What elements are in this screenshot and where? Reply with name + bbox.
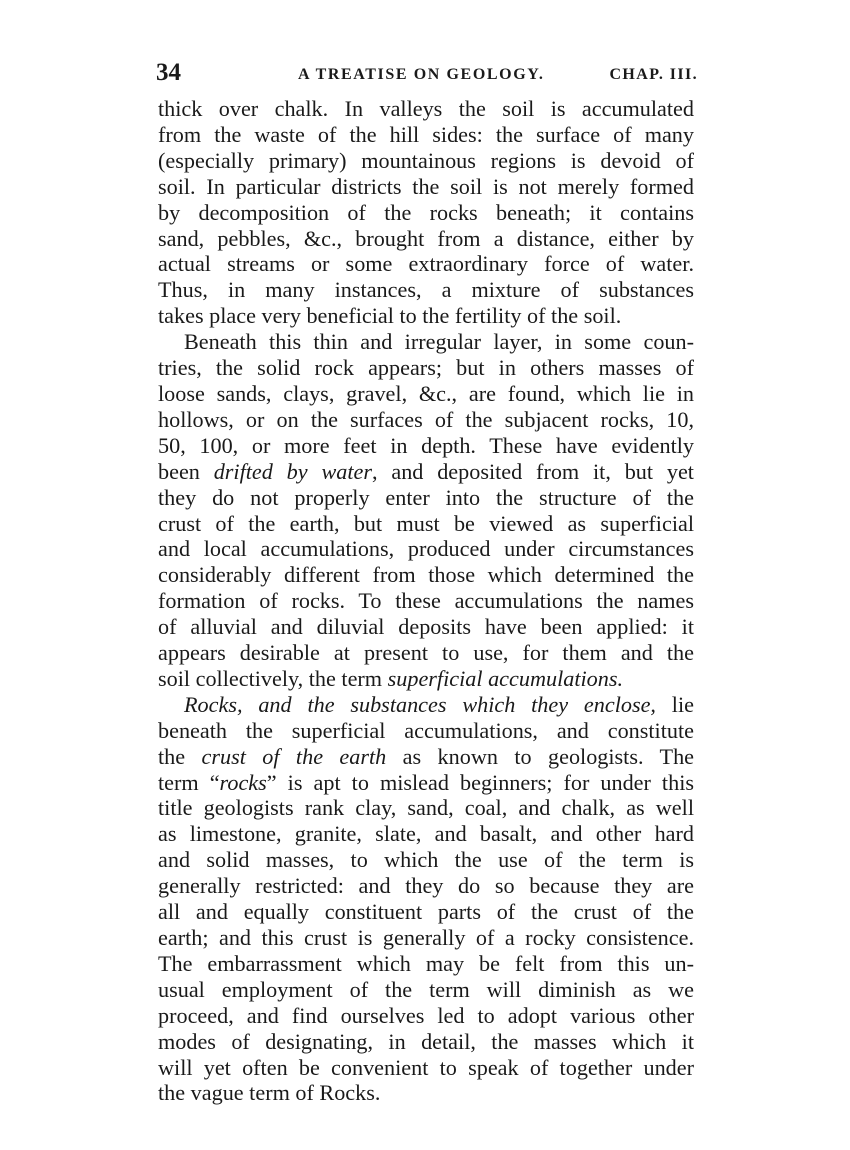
text-line: earth; and this crust is generally of a rocky consistence.	[158, 925, 694, 950]
italic-phrase: drifted by water	[213, 458, 372, 484]
italic-phrase: crust of the earth	[201, 743, 387, 769]
text-line: sand, pebbles, &c., brought from a distance, either by	[158, 225, 694, 251]
text-segment: term “	[158, 769, 220, 795]
text-segment: ” is apt to mislead beginners; for under this	[266, 769, 694, 795]
text-line: and local accumulations, produced under circumstances	[158, 536, 694, 562]
text-line: proceed, and find ourselves led to adopt various other	[158, 1002, 694, 1028]
text-segment: as known to geologists. The	[386, 743, 694, 769]
book-page	[156, 58, 698, 1106]
text-line: will yet often be convenient to speak of together under	[158, 1054, 694, 1080]
text-line	[158, 770, 694, 796]
text-line: of alluvial and diluvial deposits have been applied: it	[158, 614, 694, 640]
text-line: formation of rocks. To these accumulations the names	[158, 588, 694, 614]
text-line: generally restricted: and they do so because they are	[158, 873, 694, 899]
text-line	[158, 459, 694, 485]
text-segment: , and deposited from it, but yet	[371, 458, 694, 484]
text-line: hollows, or on the surfaces of the subjacent rocks, 10,	[158, 406, 694, 432]
text-line: they do not properly enter into the structure of the	[158, 484, 694, 510]
text-line: usual employment of the term will diminish as we	[158, 976, 694, 1002]
text-line: the vague term of Rocks.	[158, 1080, 381, 1106]
text-line: title geologists rank clay, sand, coal, and chalk, as well	[158, 795, 694, 821]
text-line: beneath the superficial accumulations, and constitute	[158, 717, 694, 743]
text-line: appears desirable at present to use, for them and the	[158, 640, 694, 666]
text-line: takes place very beneficial to the fertility of the soil.	[158, 303, 622, 329]
text-line: crust of the earth, but must be viewed as superficial	[158, 510, 694, 536]
text-line: considerably different from those which determined the	[158, 562, 694, 588]
text-line: from the waste of the hill sides: the surface of many	[158, 121, 694, 147]
text-line	[158, 666, 694, 692]
text-line: all and equally constituent parts of the crust of the	[158, 899, 694, 925]
text-line: Thus, in many instances, a mixture of substances	[158, 277, 694, 303]
text-line: by decomposition of the rocks beneath; it contains	[158, 199, 694, 225]
text-line: soil. In particular districts the soil is not merely formed	[158, 173, 694, 199]
italic-phrase: Rocks, and the substances which they enclose,	[184, 691, 656, 717]
text-line	[158, 744, 694, 770]
text-line: loose sands, clays, gravel, &c., are found, which lie in	[158, 380, 694, 406]
text-line: actual streams or some extraordinary force of water.	[158, 251, 694, 277]
text-line: (especially primary) mountainous regions is devoid of	[158, 147, 694, 173]
body-text	[158, 96, 694, 1106]
text-line: Beneath this thin and irregular layer, in some coun-	[184, 329, 694, 355]
italic-phrase: superficial accumulations.	[387, 665, 624, 691]
text-line: The embarrassment which may be felt from this un-	[158, 950, 694, 976]
text-segment: soil collectively, the term	[158, 665, 388, 691]
text-line: and solid masses, to which the use of the term is	[158, 847, 694, 873]
text-segment: been	[158, 458, 214, 484]
chapter-label: CHAP. III.	[609, 66, 698, 83]
running-title: A TREATISE ON GEOLOGY.	[298, 66, 545, 83]
italic-phrase: rocks	[219, 769, 267, 795]
text-line: tries, the solid rock appears; but in others masses of	[158, 355, 694, 381]
running-header	[156, 58, 698, 88]
text-line: modes of designating, in detail, the masses which it	[158, 1028, 694, 1054]
text-line: as limestone, granite, slate, and basalt, and other hard	[158, 821, 694, 847]
text-line: thick over chalk. In valleys the soil is accumulated	[158, 96, 694, 121]
text-line	[158, 692, 694, 718]
text-segment: the	[158, 743, 202, 769]
text-segment: lie	[655, 691, 694, 717]
text-line: 50, 100, or more feet in depth. These have evidently	[158, 432, 694, 458]
page-number: 34	[156, 59, 181, 86]
